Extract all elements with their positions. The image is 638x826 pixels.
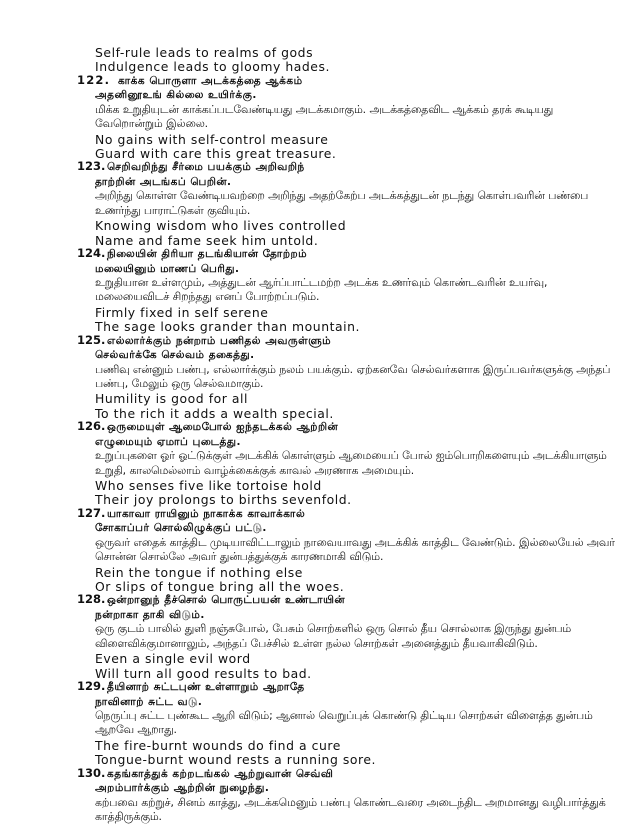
verse-number: 122. [77,73,111,87]
kural-line-1: எல்லார்க்கும் நன்றாம் பணிதல் அவருள்ளும் [107,335,332,347]
verse-number: 124. [77,246,106,260]
meaning-line: விளைவிக்குமானாலும், அந்தப் பேச்சில் உள்ள நல்ல சொற்கள் அனைத்தும் தீயவாகிவிடும். [95,637,538,650]
meaning-line: உறுதி, காலமெல்லாம் வாழ்க்கைக்குக் காவல் அரணாக அமையும். [95,464,415,477]
english-line-2: Guard with care this great treasure. [95,146,337,161]
kural-line-1: கதங்காத்துக் கற்றடங்கல் ஆற்றுவான் செவ்வி [107,768,334,780]
kural-line-2: அறம்பார்க்கும் ஆற்றின் நுழைந்து. [95,782,270,794]
english-line-1: Humility is good for all [95,391,249,406]
verse-number: 125. [77,333,106,347]
meaning-line: ஆறவே ஆறாது. [95,723,177,736]
english-line-1: Knowing wisdom who lives controlled [95,218,347,233]
kural-line-2: எழுமையும் ஏமாப் புடைத்து. [95,436,242,448]
english-line-1: Who senses five like tortoise hold [95,478,322,493]
meaning-line: சொன்ன சொல்லே அவர் துன்பத்துக்குக் காரணமாகி விடும். [95,550,384,563]
kural-line-1: ஒருமையுள் ஆமைபோல் ஐந்தடக்கல் ஆற்றின் [107,421,339,433]
english-line-2: Will turn all good results to bad. [95,666,312,681]
english-line-2: The sage looks grander than mountain. [95,319,361,334]
meaning-line: வேறொன்றும் இல்லை. [95,117,209,130]
kural-line-1: நிலையின் திரியா தடங்கியான் தோற்றம் [107,248,308,260]
verse-number: 130. [77,766,106,780]
english-line-2: Name and fame seek him untold. [95,233,319,248]
meaning-line: அறிந்து கொள்ள வேண்டியவற்றை அறிந்து அதற்கேற்ப அடக்கத்துடன் நடந்து கொள்பவரின் பண்பை [95,189,589,202]
english-line-1: The fire-burnt wounds do find a cure [95,738,341,753]
meaning-line: கற்பவை கற்றுச், சினம் காத்து, அடக்கமெனும் பண்பு கொண்டவரை அடைந்திட அறமானது வழிபார்த்துக் [95,796,606,809]
kural-line-1: ஒன்றானுந் தீச்சொல் பொருட்பயன் உண்டாயின் [107,594,346,606]
kural-line-2: நன்றாகா தாகி விடும். [95,609,205,621]
kural-line-2: நாவினாற் சுட்ட வடு. [95,696,203,708]
verse-number: 126. [77,419,106,433]
english-line-2: Their joy prolongs to births sevenfold. [95,492,352,507]
verse-number: 127. [77,506,106,520]
meaning-line: பண்பு, மேலும் ஒரு செல்வமாகும். [95,377,264,390]
kural-line-2: அதனினூஉங் கில்லை உயிர்க்கு. [95,89,257,101]
meaning-line: மலையைவிடச் சிறந்தது எனப் போற்றப்படும். [95,290,320,303]
english-line-2: Tongue-burnt wound rests a running sore. [95,752,377,767]
kural-line-1: காக்க பொருளா அடக்கத்தை ஆக்கம் [118,75,303,87]
english-line-1: Even a single evil word [95,651,251,666]
kural-line-2: தாற்றின் அடங்கப் பெறின். [95,176,232,188]
verse-number: 129. [77,679,106,693]
kural-line-1: யாகாவா ராயினும் நாகாக்க காவாக்கால் [107,508,306,520]
english-line-2: To the rich it adds a wealth special. [95,406,334,421]
meaning-line: ஒரு குடம் பாலில் துளி நஞ்சுபோல், பேசும் சொற்களில் ஒரு சொல் தீய சொல்லாக இருந்து துன்பம் [95,622,572,635]
meaning-line: உணர்ந்து பாராட்டுகள் குவியும். [95,204,251,217]
kural-line-2: மலையினும் மாணப் பெரிது. [95,263,240,275]
intro-english-line-1: Self-rule leads to realms of gods [95,45,314,60]
meaning-line: நெருப்பு சுட்ட புண்கூட ஆறி விடும்; ஆனால் வெறுப்புக் கொண்டு திட்டிய சொற்கள் விளைத்த துன்பம் [95,709,593,722]
meaning-line: காத்திருக்கும். [95,810,162,823]
kural-line-1: தீயினாற் சுட்டபுண் உள்ளாறும் ஆறாதே [107,681,305,693]
verse-number: 123. [77,159,106,173]
english-line-1: Firmly fixed in self serene [95,305,269,320]
verse-number: 128. [77,592,106,606]
intro-english-line-2: Indulgence leads to gloomy hades. [95,59,330,74]
meaning-line: மிக்க உறுதியுடன் காக்கப்படவேண்டியது அடக்கமாகும். அடக்கத்தைவிட ஆக்கம் தரக் கூடியது [95,103,554,116]
english-line-2: Or slips of tongue bring all the woes. [95,579,345,594]
english-line-1: No gains with self-control measure [95,132,329,147]
kural-line-2: செல்வர்க்கே செல்வம் தகைத்து. [95,349,255,361]
meaning-line: பணிவு என்னும் பண்பு, எல்லார்க்கும் நலம் பயக்கும். ஏற்கனவே செல்வர்களாக இருப்பவர்களுக்கு அந்தப் [95,363,611,376]
kural-line-2: சோகாப்பர் சொல்லிழுக்குப் பட்டு. [95,522,267,534]
meaning-line: ஒருவர் எதைக் காத்திட முடியாவிட்டாலும் நாவையாவது அடக்கிக் காத்திட வேண்டும். இல்லையேல் அவர் [95,536,615,549]
meaning-line: உறுதியான உள்ளமும், அத்துடன் ஆர்ப்பாட்டமற்ற அடக்க உணர்வும் கொண்டவரின் உயர்வு, [95,276,548,289]
meaning-line: உறுப்புகளை ஓர் ஓட்டுக்குள் அடக்கிக் கொள்ளும் ஆமையைப் போல் ஐம்பொறிகளையும் அடக்கியாளும் [95,449,607,462]
english-line-1: Rein the tongue if nothing else [95,565,303,580]
kural-line-1: செறிவறிந்து சீர்மை பயக்கும் அறிவறிந் [107,161,305,173]
